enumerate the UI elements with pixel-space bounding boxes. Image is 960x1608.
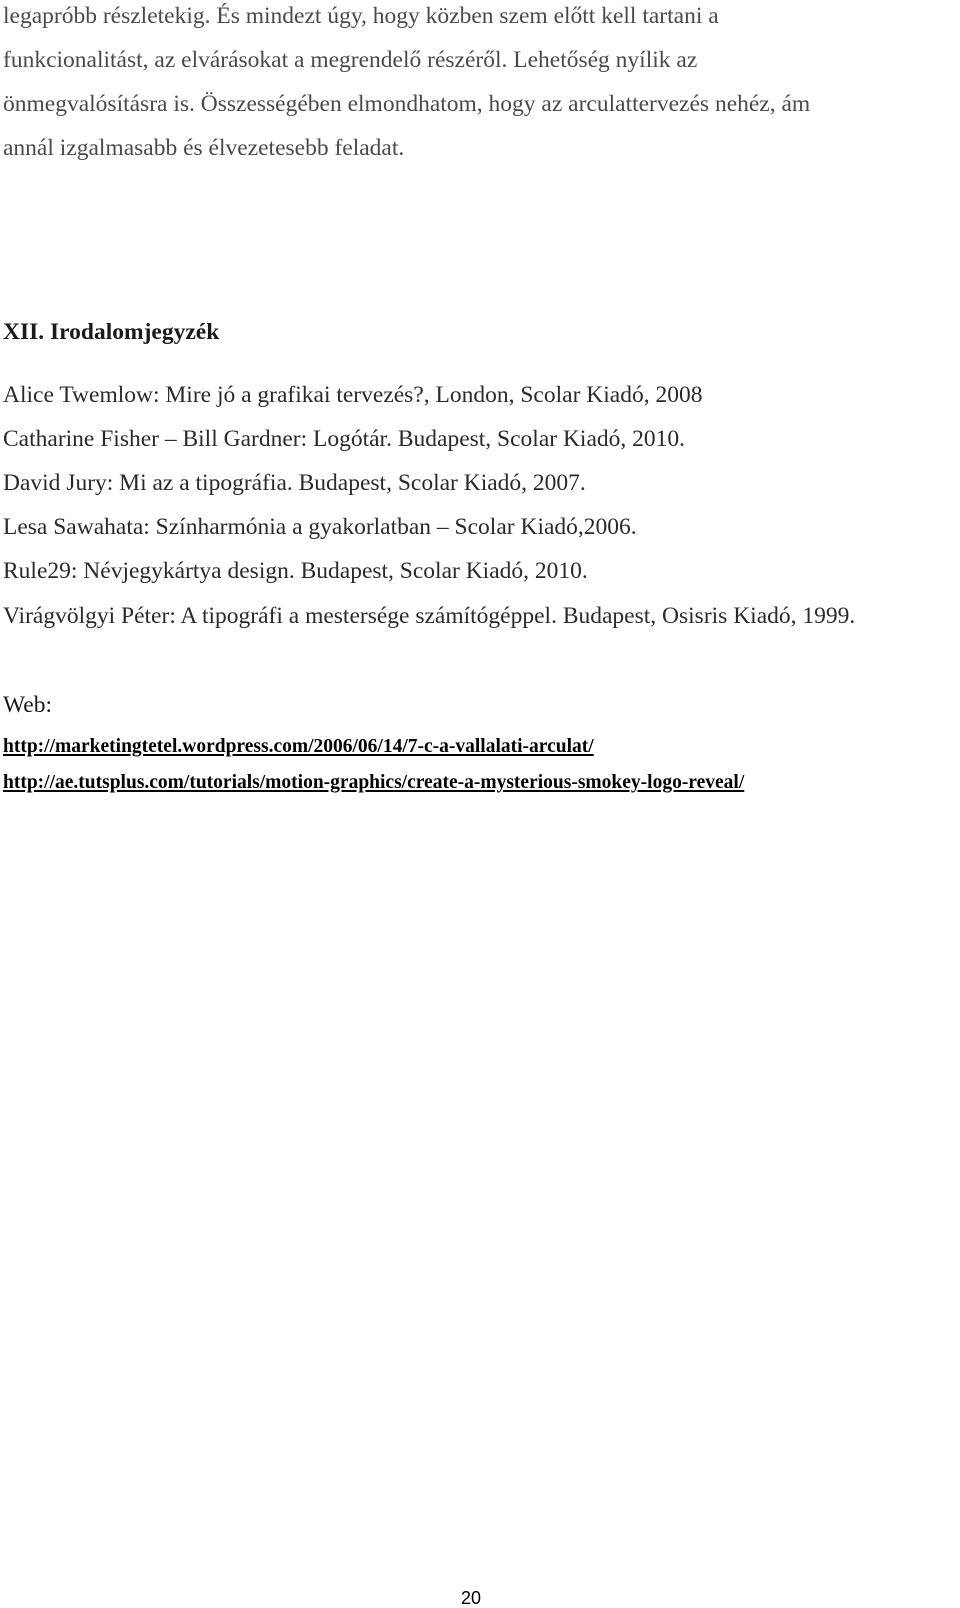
reference-item: Rule29: Névjegykártya design. Budapest, Scolar Kiadó, 2010.	[3, 558, 588, 584]
reference-item: Alice Twemlow: Mire jó a grafikai tervezés?, London, Scolar Kiadó, 2008	[3, 382, 703, 408]
reference-item: Virágvölgyi Péter: A tipográfi a mestersége számítógéppel. Budapest, Osisris Kiadó, 1999.	[3, 603, 856, 629]
web-link[interactable]: http://ae.tutsplus.com/tutorials/motion-graphics/create-a-mysterious-smokey-logo-reveal/	[3, 772, 745, 793]
web-label: Web:	[3, 692, 53, 718]
intro-line: annál izgalmasabb és élvezetesebb feladat.	[3, 135, 405, 161]
reference-item: David Jury: Mi az a tipográfia. Budapest, Scolar Kiadó, 2007.	[3, 470, 586, 496]
intro-line: önmegvalósításra is. Összességében elmondhatom, hogy az arculattervezés nehéz, ám	[3, 91, 811, 117]
intro-line: funkcionalitást, az elvárásokat a megrendelő részéről. Lehetőség nyílik az	[3, 47, 698, 73]
reference-item: Lesa Sawahata: Színharmónia a gyakorlatban – Scolar Kiadó,2006.	[3, 514, 637, 540]
reference-item: Catharine Fisher – Bill Gardner: Logótár. Budapest, Scolar Kiadó, 2010.	[3, 426, 686, 452]
intro-line: legapróbb részletekig. És mindezt úgy, hogy közben szem előtt kell tartani a	[3, 3, 719, 29]
section-heading: XII. Irodalomjegyzék	[3, 319, 220, 345]
page-number: 20	[460, 1588, 482, 1608]
web-link[interactable]: http://marketingtetel.wordpress.com/2006/06/14/7-c-a-vallalati-arculat/	[3, 736, 594, 757]
